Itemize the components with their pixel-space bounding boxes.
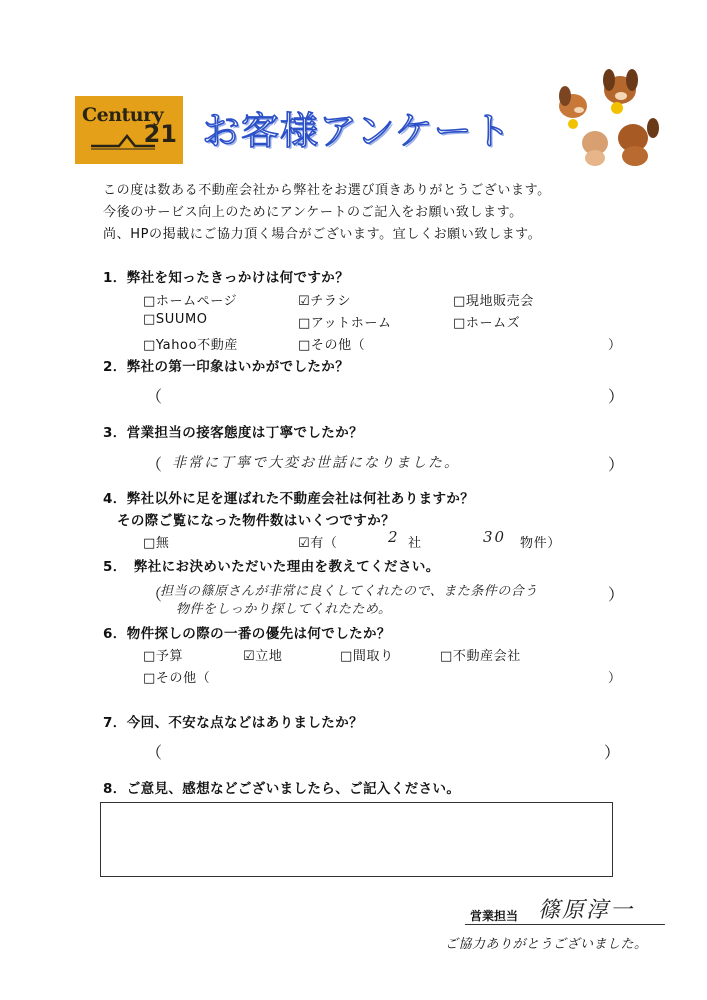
century21-logo <box>75 96 183 164</box>
question-1: 1．弊社を知ったきっかけは何ですか？ <box>103 270 350 286</box>
q6-option-budget[interactable]: □予算 <box>143 649 184 664</box>
page-title: お客様アンケート <box>202 109 512 153</box>
q1-other-close-paren: ） <box>608 338 622 353</box>
q3-close-paren: ） <box>608 455 625 474</box>
q4-companies-count: 2 <box>388 528 400 546</box>
q1-option-other[interactable]: □その他（ <box>298 338 366 353</box>
q4-option-none[interactable]: □無 <box>143 536 170 551</box>
logo-number: 21 <box>143 120 177 148</box>
staff-label: 営業担当 <box>470 909 519 923</box>
question-4: 4．弊社以外に足を運ばれた不動産会社は何社ありますか？ <box>103 491 475 507</box>
q3-handwritten-answer: 非常に丁寧で大変お世話になりました。 <box>172 455 460 471</box>
q3-open-paren: （ <box>146 455 163 474</box>
intro-line-3: 尚、HPの掲載にご協力頂く場合がございます。宜しくお願い致します。 <box>103 227 542 242</box>
q7-open-paren: （ <box>146 743 163 762</box>
q6-option-location[interactable]: ☑立地 <box>243 649 283 664</box>
q5-close-paren: ） <box>608 585 625 604</box>
q1-option-athome[interactable]: □アットホーム <box>298 316 392 331</box>
q1-option-flyer[interactable]: ☑チラシ <box>298 294 352 309</box>
q6-option-agency[interactable]: □不動産会社 <box>440 649 521 664</box>
q2-close-paren: ） <box>608 387 625 406</box>
q1-option-yahoo[interactable]: □Yahoo不動産 <box>143 338 238 353</box>
staff-signature: 篠原淳一 <box>538 898 635 923</box>
q6-option-other[interactable]: □その他（ <box>143 671 211 686</box>
intro-line-1: この度は数ある不動産会社から弊社をお選び頂きありがとうございます。 <box>103 183 551 198</box>
question-8: 8．ご意見、感想などございましたら、ご記入ください。 <box>103 781 461 797</box>
signature-line <box>465 924 665 925</box>
question-2: 2．弊社の第一印象はいかがでしたか？ <box>103 359 350 375</box>
q6-other-close-paren: ） <box>608 671 622 686</box>
q4-sha-label: 社 <box>408 536 422 551</box>
house-roof-icon <box>89 130 159 150</box>
q2-open-paren: （ <box>146 387 163 406</box>
q1-option-suumo[interactable]: □SUUMO <box>143 312 208 327</box>
question-3: 3．営業担当の接客態度は丁寧でしたか？ <box>103 425 363 441</box>
question-7: 7．今回、不安な点などはありましたか？ <box>103 715 363 731</box>
q1-option-homepage[interactable]: □ホームページ <box>143 294 238 309</box>
q7-close-paren: ） <box>604 743 621 762</box>
question-4-sub: その際ご覧になった物件数はいくつですか？ <box>117 513 395 529</box>
q1-option-open-house[interactable]: □現地販売会 <box>453 294 534 309</box>
thanks-message: ご協力ありがとうございました。 <box>445 937 648 952</box>
q4-bukken-label: 物件） <box>520 536 561 551</box>
q5-open-paren: （ <box>146 585 163 604</box>
question-5: 5． 弊社にお決めいただいた理由を教えてください。 <box>103 559 440 575</box>
question-6: 6．物件探しの際の一番の優先は何でしたか？ <box>103 626 391 642</box>
q4-option-yes[interactable]: ☑有（ <box>298 536 338 551</box>
q5-handwritten-answer-line-2: 物件をしっかり探してくれたため。 <box>176 602 392 617</box>
logo-brand: Century <box>82 104 164 126</box>
q4-properties-count: 30 <box>483 528 507 546</box>
q5-handwritten-answer-line-1: 担当の篠原さんが非常に良くしてくれたので、また条件の合う <box>160 584 538 599</box>
comments-box[interactable] <box>100 802 613 877</box>
intro-line-2: 今後のサービス向上のためにアンケートのご記入をお願い致します。 <box>103 205 523 220</box>
q6-option-layout[interactable]: □間取り <box>340 649 394 664</box>
mascot-dogs-illustration <box>545 68 665 168</box>
q1-option-homes[interactable]: □ホームズ <box>453 316 521 331</box>
